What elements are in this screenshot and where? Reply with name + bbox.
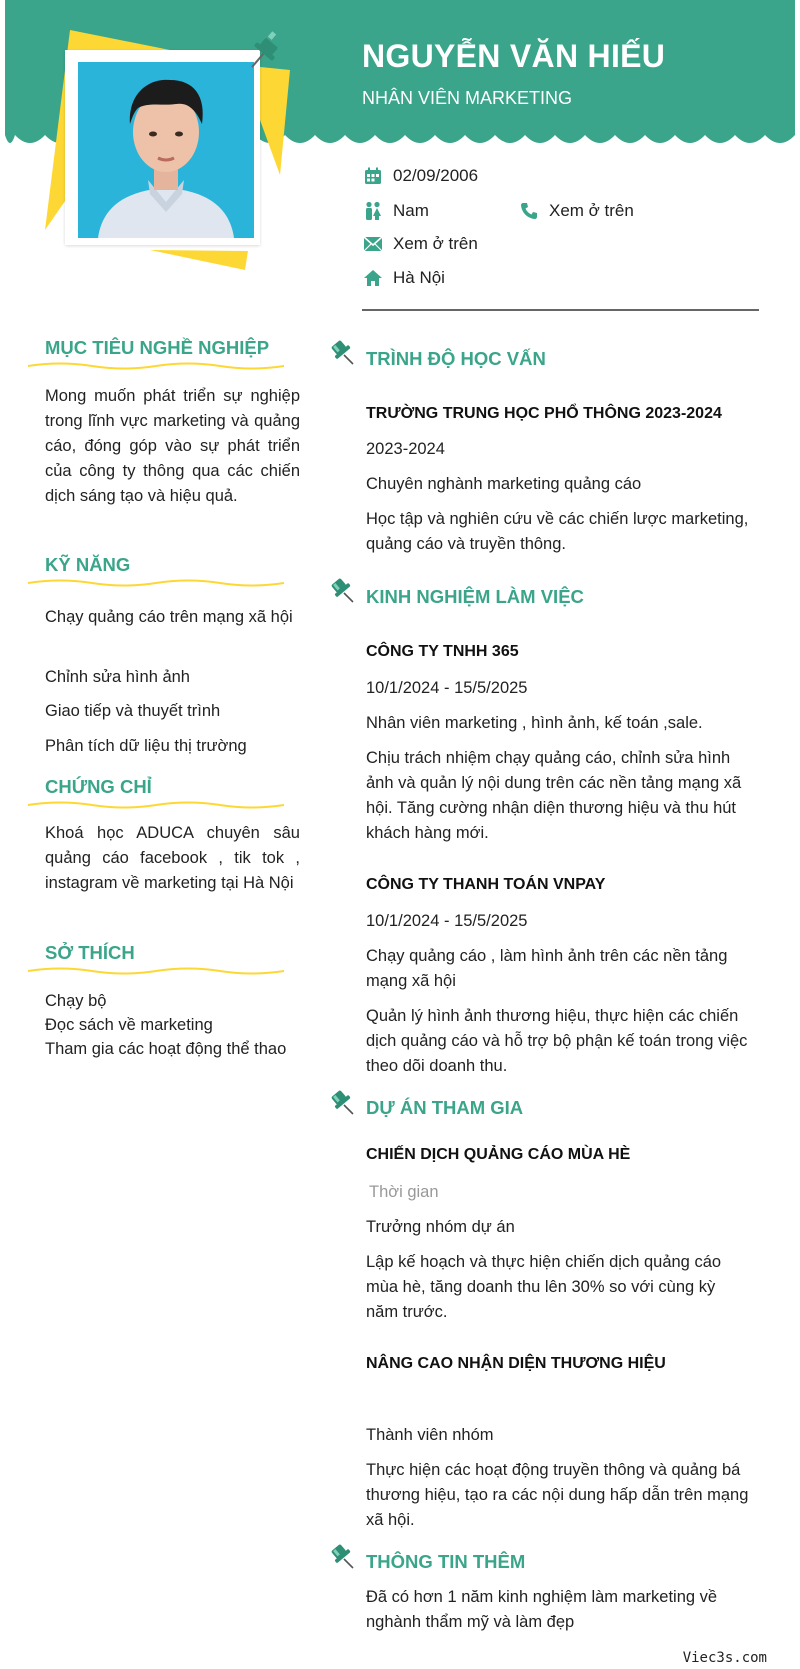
experience-heading: KINH NGHIỆM LÀM VIỆC <box>366 586 584 607</box>
job-position: Nhân viên marketing , hình ảnh, kế toán ,sale. <box>366 714 703 732</box>
skills-underline <box>28 578 284 588</box>
birthday-row <box>362 165 478 187</box>
job-description: Chịu trách nhiệm chạy quảng cáo, chỉnh sửa hình ảnh và quản lý nội dung trên các nền tảng mạng xã hội. Tăng cường nhận diện thương hiệu và thu hút khách hàng mới. <box>366 749 742 842</box>
home-icon <box>362 267 384 289</box>
pushpin-icon <box>330 576 356 604</box>
address-row <box>362 267 445 289</box>
certificates-text: Khoá học ADUCA chuyên sâu quảng cáo facebook , tik tok , instagram về marketing tại Hà Nội <box>45 824 300 892</box>
job-company: CÔNG TY TNHH 365 <box>366 643 519 660</box>
gender-icon <box>362 200 384 222</box>
address-value: Hà Nội <box>393 268 445 287</box>
objective-heading: MỤC TIÊU NGHỀ NGHIỆP <box>45 337 270 358</box>
project-role: Trưởng nhóm dự án <box>366 1218 515 1236</box>
skill-item: Chỉnh sửa hình ảnh <box>45 668 190 686</box>
skill-item: Chạy quảng cáo trên mạng xã hội <box>45 608 293 626</box>
education-description: Học tập và nghiên cứu về các chiến lược marketing, quảng cáo và truyền thông. <box>366 510 749 553</box>
calendar-icon <box>362 165 384 187</box>
phone-value: Xem ở trên <box>549 201 634 220</box>
pushpin-icon <box>248 25 288 71</box>
email-value: Xem ở trên <box>393 234 478 253</box>
project-name: NÂNG CAO NHẬN DIỆN THƯƠNG HIỆU <box>366 1355 666 1372</box>
job-period: 10/1/2024 - 15/5/2025 <box>366 912 528 930</box>
project-name: CHIẾN DỊCH QUẢNG CÁO MÙA HÈ <box>366 1146 631 1163</box>
project-description: Lập kế hoạch và thực hiện chiến dịch quảng cáo mùa hè, tăng doanh thu lên 30% so với cùng kỳ năm trước. <box>366 1253 722 1321</box>
additional-text: Đã có hơn 1 năm kinh nghiệm làm marketing về nghành thẩm mỹ và làm đẹp <box>366 1588 718 1631</box>
envelope-icon <box>362 233 384 255</box>
contact-divider <box>362 309 759 311</box>
objective-underline <box>28 361 284 371</box>
skill-item: Giao tiếp và thuyết trình <box>45 702 221 720</box>
skill-item: Phân tích dữ liệu thị trường <box>45 737 247 755</box>
education-major: Chuyên nghành marketing quảng cáo <box>366 475 642 493</box>
job-description: Quản lý hình ảnh thương hiệu, thực hiện các chiến dịch quảng cáo và hỗ trợ bộ phận kế toán trong việc theo dõi doanh thu. <box>366 1007 748 1075</box>
phone-icon <box>518 200 540 222</box>
gender-row <box>362 200 429 222</box>
education-school: TRƯỜNG TRUNG HỌC PHỔ THÔNG 2023-2024 <box>366 405 722 422</box>
hobbies-underline <box>28 966 284 976</box>
project-role: Thành viên nhóm <box>366 1426 494 1444</box>
education-period: 2023-2024 <box>366 440 445 458</box>
objective-text: Mong muốn phát triển sự nghiệp trong lĩnh vực marketing và quảng cáo, đóng góp vào sự phát triển của công ty thông qua các chiến dịch sáng tạo và hiệu quả. <box>45 387 300 505</box>
certificates-underline <box>28 800 284 810</box>
pushpin-icon <box>330 1542 356 1570</box>
candidate-name: NGUYỄN VĂN HIẾU <box>362 38 666 74</box>
job-company: CÔNG TY THANH TOÁN VNPAY <box>366 876 606 893</box>
pushpin-icon <box>330 338 356 366</box>
gender-value: Nam <box>393 201 429 220</box>
education-heading: TRÌNH ĐỘ HỌC VẤN <box>366 348 546 369</box>
hobbies-heading: SỞ THÍCH <box>45 942 135 963</box>
certificates-heading: CHỨNG CHỈ <box>45 776 152 797</box>
project-description: Thực hiện các hoạt động truyền thông và quảng bá thương hiệu, tạo ra các nội dung hấp dẫn trên mạng xã hội. <box>366 1461 749 1529</box>
pushpin-icon <box>330 1088 356 1116</box>
project-time-placeholder: Thời gian <box>369 1183 439 1201</box>
phone-row <box>518 200 634 222</box>
hobby-item: Đọc sách về marketing <box>45 1016 213 1034</box>
projects-heading: DỰ ÁN THAM GIA <box>366 1097 524 1118</box>
hobby-item: Chạy bộ <box>45 992 107 1010</box>
email-row <box>362 233 478 255</box>
hobby-item: Tham gia các hoạt động thể thao <box>45 1040 287 1058</box>
profile-photo <box>78 62 254 238</box>
job-period: 10/1/2024 - 15/5/2025 <box>366 679 528 697</box>
candidate-job-title: NHÂN VIÊN MARKETING <box>362 88 573 108</box>
additional-heading: THÔNG TIN THÊM <box>366 1551 526 1572</box>
job-position: Chạy quảng cáo , làm hình ảnh trên các nền tảng mạng xã hội <box>366 947 728 990</box>
watermark: Viec3s.com <box>682 1650 767 1666</box>
skills-heading: KỸ NĂNG <box>45 554 131 575</box>
birthday-value: 02/09/2006 <box>393 166 479 185</box>
